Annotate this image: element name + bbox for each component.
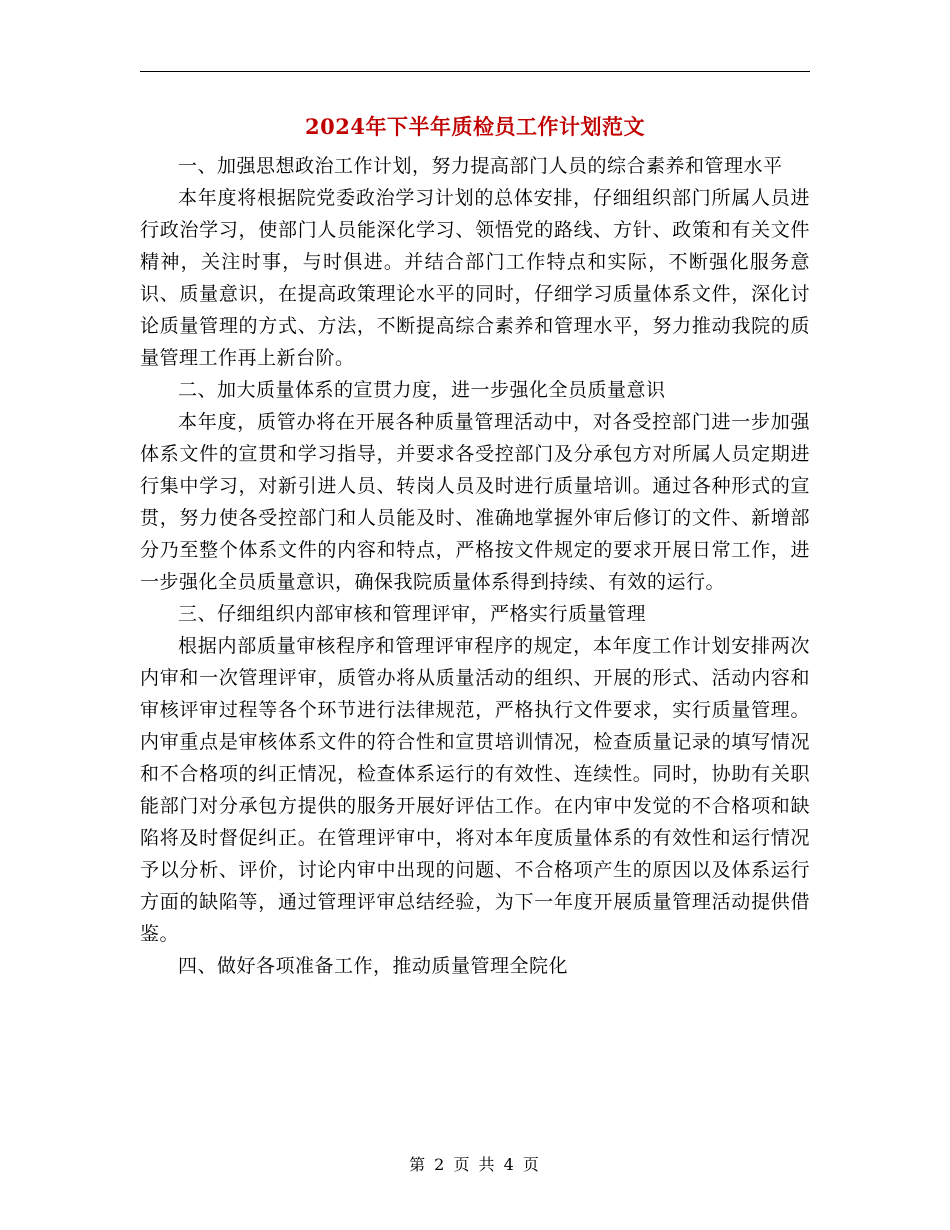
- body-paragraph-3: 根据内部质量审核程序和管理评审程序的规定，本年度工作计划安排两次内审和一次管理评审，质管办将从质量活动的组织、开展的形式、活动内容和审核评审过程等各个环节进行法律规范，严格执行文件要求，实行质量管理。内审重点是审核体系文件的符合性和宣贯培训情况，检查质量记录的填写情况和不合格项的纠正情况，检查体系运行的有效性、连续性。同时，协助有关职能部门对分承包方提供的服务开展好评估工作。在内审中发觉的不合格项和缺陷将及时督促纠正。在管理评审中，将对本年度质量体系的有效性和运行情况予以分析、评价，讨论内审中出现的问题、不合格项产生的原因以及体系运行方面的缺陷等，通过管理评审总结经验，为下一年度开展质量管理活动提供借鉴。: [140, 635, 810, 945]
- section-heading-3: 三、仔细组织内部审核和管理评审，严格实行质量管理: [178, 603, 647, 625]
- page-number: 第 2 页 共 4 页: [409, 1155, 541, 1174]
- section-heading-1: 一、加强思想政治工作计划，努力提高部门人员的综合素养和管理水平: [178, 155, 783, 177]
- document-title: 2024年下半年质检员工作计划范文: [305, 114, 645, 139]
- section-heading-2: 二、加大质量体系的宣贯力度，进一步强化全员质量意识: [178, 379, 666, 401]
- section-heading-4: 四、做好各项准备工作，推动质量管理全院化: [178, 955, 569, 977]
- body-paragraph-1: 本年度将根据院党委政治学习计划的总体安排，仔细组织部门所属人员进行政治学习，使部门人员能深化学习、领悟党的路线、方针、政策和有关文件精神，关注时事，与时俱进。并结合部门工作特点和实际，不断强化服务意识、质量意识，在提高政策理论水平的同时，仔细学习质量体系文件，深化讨论质量管理的方式、方法，不断提高综合素养和管理水平，努力推动我院的质量管理工作再上新台阶。: [140, 187, 810, 369]
- body-paragraph-2: 本年度，质管办将在开展各种质量管理活动中，对各受控部门进一步加强体系文件的宣贯和学习指导，并要求各受控部门及分承包方对所属人员定期进行集中学习，对新引进人员、转岗人员及时进行质量培训。通过各种形式的宣贯，努力使各受控部门和人员能及时、准确地掌握外审后修订的文件、新增部分乃至整个体系文件的内容和特点，严格按文件规定的要求开展日常工作，进一步强化全员质量意识，确保我院质量体系得到持续、有效的运行。: [140, 411, 810, 593]
- header-rule: [140, 71, 810, 72]
- document-body: [140, 150, 810, 982]
